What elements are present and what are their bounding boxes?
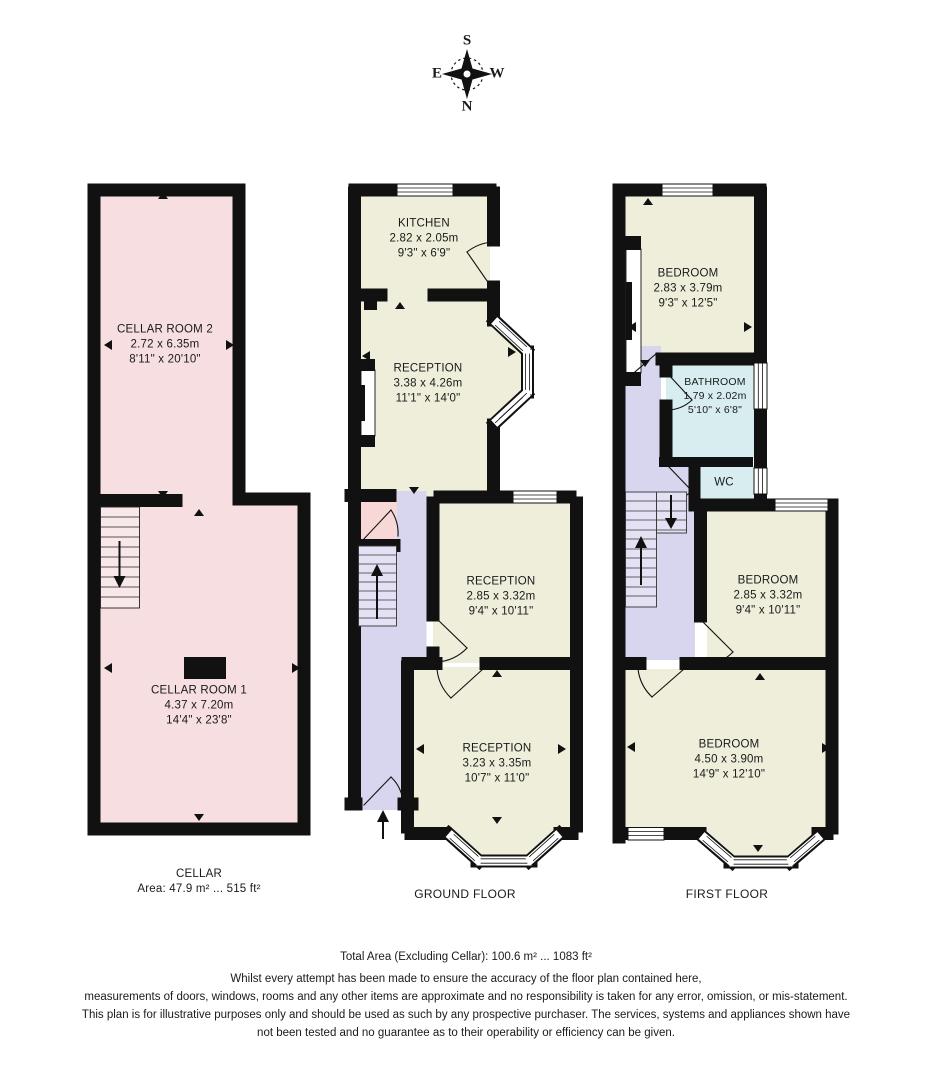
room-label-kitchen: KITCHEN 2.82 x 2.05m 9'3" x 6'9" <box>389 217 459 260</box>
reception-middle-window <box>513 491 557 503</box>
compass-east-label: E <box>431 65 443 82</box>
ground-stairs <box>359 546 397 626</box>
bathroom-window <box>754 363 767 409</box>
bedroom-front-window <box>662 184 713 196</box>
chimney-breast <box>184 657 226 679</box>
room-label-cellar-room-2: CELLAR ROOM 2 2.72 x 6.35m 8'11" x 20'10" <box>117 323 213 366</box>
room-label-reception-rear: RECEPTION 3.23 x 3.35m 10'7" x 11'0" <box>462 742 532 785</box>
bedroom-middle-window <box>775 499 828 511</box>
floor-caption-cellar: CELLAR Area: 47.9 m² ... 515 ft² <box>137 868 261 895</box>
floor-caption-ground: GROUND FLOOR <box>414 887 516 901</box>
room-label-bathroom: BATHROOM 1.79 x 2.02m 5'10" x 6'8" <box>683 376 747 416</box>
fireplace-bedroom-front <box>624 236 641 386</box>
wc-window <box>754 468 767 494</box>
room-label-bedroom-rear: BEDROOM 4.50 x 3.90m 14'9" x 12'10" <box>692 738 766 781</box>
floor-caption-first: FIRST FLOOR <box>685 887 769 901</box>
total-area-text: Total Area (Excluding Cellar): 100.6 m² ... 1083 ft² <box>340 951 592 963</box>
bedroom-rear-side-window <box>628 828 664 841</box>
compass-rose <box>442 49 492 99</box>
room-label-wc: WC <box>714 476 734 489</box>
cellar-stairs <box>101 507 140 608</box>
room-label-reception-front: RECEPTION 3.38 x 4.26m 11'1" x 14'0" <box>393 362 463 405</box>
cellar-plan <box>94 190 304 829</box>
room-label-bedroom-middle: BEDROOM 2.85 x 3.32m 9'4" x 10'11" <box>733 574 803 617</box>
room-label-cellar-room-1: CELLAR ROOM 1 4.37 x 7.20m 14'4" x 23'8" <box>151 684 247 727</box>
room-label-bedroom-front: BEDROOM 2.83 x 3.79m 9'3" x 12'5" <box>653 267 723 310</box>
room-label-reception-middle: RECEPTION 2.85 x 3.32m 9'4" x 10'11" <box>466 575 536 618</box>
kitchen-window <box>397 184 453 196</box>
entrance-arrow <box>377 810 389 838</box>
disclaimer-text: Whilst every attempt has been made to ensure the accuracy of the floor plan contained here, measurements of doors, windows, rooms and any other items are approximate and no responsibility is taken for any error, omission, or mis-statement. This plan is for illustrative purposes only and should be used as such by any prospective purchaser. The services, systems and appliances shown have not been tested and no guarantee as to their operability or efficiency can be given. <box>81 973 851 1039</box>
compass-west-label: W <box>489 65 505 82</box>
compass-south-label: S <box>462 32 472 49</box>
compass-north-label: N <box>461 98 473 115</box>
fireplace-reception-front <box>359 359 375 447</box>
